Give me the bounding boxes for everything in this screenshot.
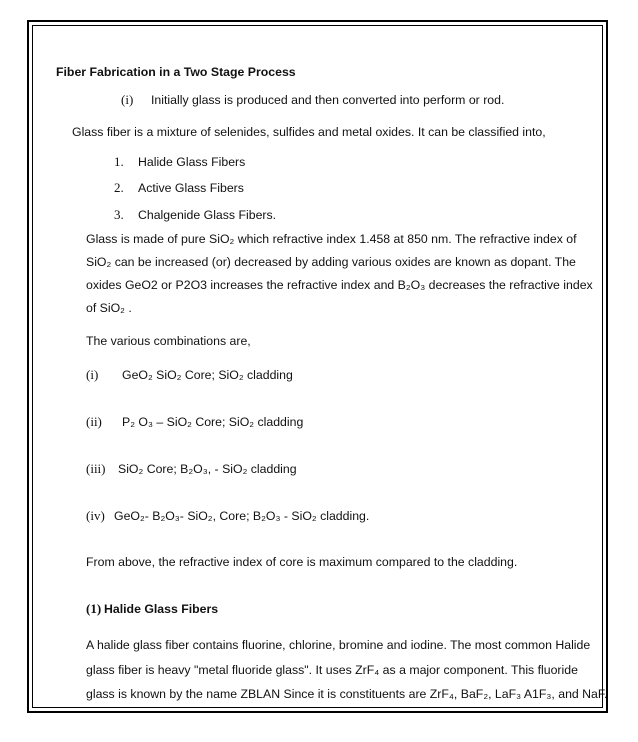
paragraph-line: of SiO₂ .	[86, 301, 132, 315]
stage-text: Initially glass is produced and then converted into perform or rod.	[151, 93, 505, 107]
class-item: Chalgenide Glass Fibers.	[138, 208, 277, 222]
conclusion-text: From above, the refractive index of core is maximum compared to the cladding.	[86, 555, 518, 569]
class-number: 1.	[114, 154, 124, 169]
combo-marker: (i)	[86, 367, 99, 382]
class-item: Active Glass Fibers	[138, 181, 244, 195]
combo-item: GeO₂ SiO₂ Core; SiO₂ cladding	[122, 368, 293, 382]
class-item: Halide Glass Fibers	[138, 155, 246, 169]
stage-marker: (i)	[121, 92, 134, 107]
document-title: Fiber Fabrication in a Two Stage Process	[56, 65, 296, 79]
combo-item: SiO₂ Core; B₂O₃, - SiO₂ cladding	[118, 462, 297, 476]
paragraph-line: glass is known by the name ZBLAN Since it is constituents are ZrF₄, BaF₂, LaF₃ A1F₃, and NaF.	[86, 687, 608, 701]
combo-marker: (iv)	[86, 508, 105, 523]
combo-item: P₂ O₃ – SiO₂ Core; SiO₂ cladding	[122, 415, 304, 429]
intro-text: Glass fiber is a mixture of selenides, sulfides and metal oxides. It can be classified into,	[72, 125, 546, 139]
combo-item: GeO₂- B₂O₃- SiO₂, Core; B₂O₃ - SiO₂ cladding.	[114, 509, 370, 523]
paragraph-line: A halide glass fiber contains fluorine, chlorine, bromine and iodine. The most common Halide	[86, 638, 591, 652]
combo-marker: (ii)	[86, 414, 102, 429]
section-marker: (1)	[86, 601, 102, 616]
paragraph-line: glass fiber is heavy "metal fluoride glass". It uses ZrF₄ as a major component. This fluoride	[86, 663, 578, 677]
combo-marker: (iii)	[86, 461, 106, 476]
paragraph-line: SiO₂ can be increased (or) decreased by adding various oxides are known as dopant. The	[86, 255, 576, 269]
paragraph-line: oxides GeO2 or P2O3 increases the refractive index and B₂O₃ decreases the refractive index	[86, 278, 593, 292]
section-heading: Halide Glass Fibers	[104, 602, 219, 616]
class-number: 3.	[114, 207, 124, 222]
combinations-intro: The various combinations are,	[86, 334, 251, 348]
class-number: 2.	[114, 180, 124, 195]
paragraph-line: Glass is made of pure SiO₂ which refractive index 1.458 at 850 nm. The refractive index of	[86, 232, 577, 246]
